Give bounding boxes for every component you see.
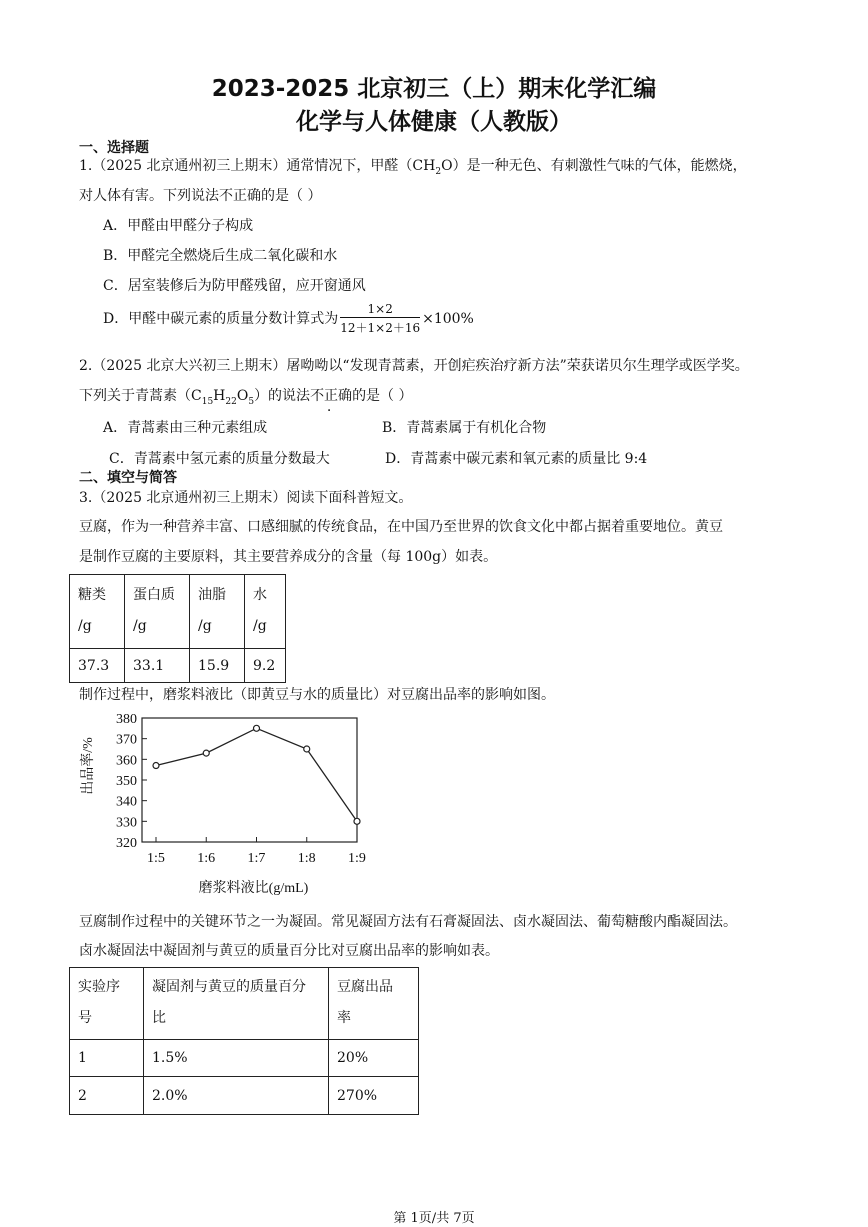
x-tick-label: 1:8: [297, 851, 316, 866]
data-point: [153, 763, 159, 769]
question-3-line1: 3.（2025 北京通州初三上期末）阅读下面科普短文。: [79, 490, 413, 506]
table-header-cell: 豆腐出品 率: [329, 968, 419, 1040]
table-header-cell: 水 /g: [245, 575, 286, 649]
table-cell: 37.3: [70, 649, 125, 683]
q1-option-c: C．居室装修后为防甲醛残留，应开窗通风: [103, 278, 366, 294]
table-cell: 9.2: [245, 649, 286, 683]
q1-option-b: B．甲醛完全燃烧后生成二氧化碳和水: [103, 248, 338, 264]
page-title: 2023-2025 北京初三（上）期末化学汇编: [211, 76, 657, 102]
table-header-cell: 蛋白质 /g: [125, 575, 190, 649]
data-point: [354, 818, 360, 824]
table-cell: 270%: [329, 1077, 419, 1115]
q3-paragraph-3-line1: 豆腐制作过程中的关键环节之一为凝固。常见凝固方法有石膏凝固法、卤水凝固法、葡萄糖酸内酯凝固法。: [79, 914, 737, 930]
table-header-cell: 糖类 /g: [70, 575, 125, 649]
q3-paragraph-1-line2: 是制作豆腐的主要原料，其主要营养成分的含量（每 100g）如表。: [79, 549, 498, 565]
y-tick-label: 350: [116, 774, 137, 789]
question-2-line1: 2.（2025 北京大兴初三上期末）屠呦呦以“发现青蒿素，开创疟疾治疗新方法”荣获诺贝尔生理学或医学奖。: [79, 358, 749, 374]
question-2-line2: 下列关于青蒿素$(C_{15}H_{22}O_5)$的说法不正确的是（ ）: [79, 388, 413, 407]
x-axis-label: 磨浆料液比(g/mL): [198, 881, 309, 896]
y-tick-label: 380: [116, 712, 137, 727]
table-cell: 1: [70, 1040, 144, 1077]
data-point: [304, 746, 310, 752]
q1-option-d: D．甲醛中碳元素的质量分数计算式为 $\frac{1\times 2}{12+1\times 2+16}$ ×100%: [103, 302, 474, 335]
y-tick-label: 330: [116, 815, 137, 831]
fraction: $\frac{1\times 2}{12+1\times 2+16}$: [340, 302, 421, 335]
coagulant-table: [69, 967, 419, 1115]
q2-option-b: B．青蒿素属于有机化合物: [382, 420, 547, 436]
q2-option-c: C．青蒿素中氢元素的质量分数最大: [109, 451, 330, 467]
section-heading-choice: 一、选择题: [79, 140, 149, 156]
table-header-cell: 油脂 /g: [190, 575, 245, 649]
x-tick-label: 1:9: [348, 851, 366, 866]
y-tick-label: 320: [116, 836, 137, 851]
series-line: [156, 728, 357, 821]
q3-paragraph-1-line1: 豆腐，作为一种营养丰富、口感细腻的传统食品，在中国乃至世界的饮食文化中都占据着重要地位。黄豆: [79, 519, 723, 535]
q2-option-a: A．青蒿素由三种元素组成: [103, 420, 268, 436]
table-cell: 2.0%: [144, 1077, 329, 1115]
emphasis-text: 不正确: [310, 388, 353, 404]
yield-line-chart: [72, 708, 372, 903]
q3-paragraph-2: 制作过程中，磨浆料液比（即黄豆与水的质量比）对豆腐出品率的影响如图。: [79, 687, 555, 703]
table-cell: 15.9: [190, 649, 245, 683]
page-number: 第 1页/共 7页: [393, 1211, 475, 1226]
x-tick-label: 1:6: [197, 851, 216, 866]
table-cell: 1.5%: [144, 1040, 329, 1077]
x-tick-label: 1:7: [247, 851, 266, 866]
data-point: [203, 750, 209, 756]
y-tick-label: 360: [116, 753, 137, 769]
plot-frame: [142, 718, 357, 842]
data-point: [254, 725, 260, 731]
table-header-cell: 凝固剂与黄豆的质量百分 比: [144, 968, 329, 1040]
page-subtitle: 化学与人体健康（人教版）: [296, 109, 572, 135]
table-header-cell: 实验序 号: [70, 968, 144, 1040]
question-1-line2: 对人体有害。下列说法不正确的是（ ）: [79, 188, 322, 204]
question-1-line1: 1.（2025 北京通州初三上期末）通常情况下，甲醛$(CH_2O)$是一种无色、有刺激性气味的气体，能燃烧，: [79, 158, 747, 177]
table-cell: 2: [70, 1077, 144, 1115]
q1-option-a: A．甲醛由甲醛分子构成: [103, 218, 254, 234]
q2-option-d: D．青蒿素中碳元素和氧元素的质量比 9:4: [385, 451, 648, 467]
q3-paragraph-3-line2: 卤水凝固法中凝固剂与黄豆的质量百分比对豆腐出品率的影响如表。: [79, 943, 499, 959]
y-tick-label: 370: [116, 732, 137, 748]
nutrient-table: [69, 574, 286, 683]
y-tick-label: 340: [116, 794, 137, 810]
section-heading-fill: 二、填空与简答: [79, 470, 177, 486]
table-cell: 33.1: [125, 649, 190, 683]
y-axis-label: 出品率/%: [81, 737, 96, 795]
x-tick-label: 1:5: [147, 851, 165, 866]
table-cell: 20%: [329, 1040, 419, 1077]
